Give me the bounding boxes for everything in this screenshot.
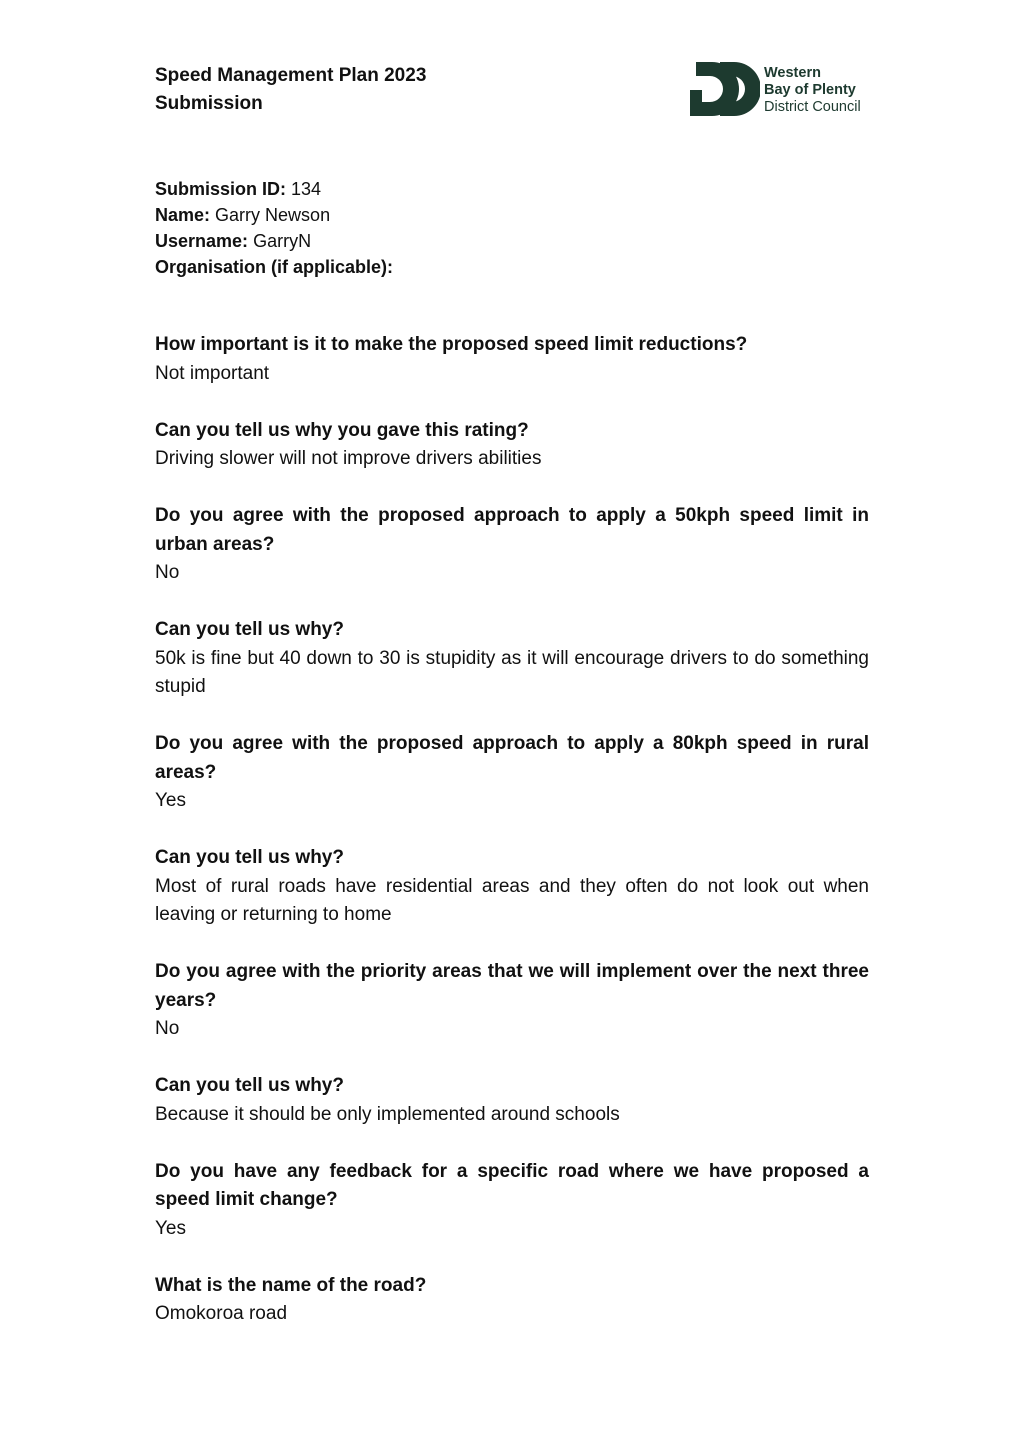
qa-item (155, 958, 869, 1044)
logo-line3: District Council (764, 99, 861, 115)
question: Do you agree with the priority areas that we will implement over the next three years? (155, 961, 869, 1011)
username-value: GarryN (253, 231, 312, 251)
question: Can you tell us why? (155, 619, 344, 640)
council-logo (690, 60, 880, 120)
questions-list (155, 331, 869, 1357)
submission-id-value: 134 (291, 179, 322, 199)
question: What is the name of the road? (155, 1274, 427, 1296)
name-label: Name: (155, 205, 211, 225)
question: Do you agree with the proposed approach to apply a 80kph speed in rural areas? (155, 733, 869, 783)
name-row (155, 202, 393, 228)
council-logo-text (764, 65, 861, 116)
answer: Because it should be only implemented around schools (155, 1103, 620, 1125)
organisation-row (155, 254, 393, 280)
document-title-line1: Speed Management Plan 2023 (155, 65, 427, 86)
qa-item (155, 730, 869, 816)
answer: Not important (155, 362, 270, 384)
qa-item (155, 1272, 869, 1329)
organisation-label: Organisation (if applicable): (155, 257, 394, 277)
document-title-line2: Submission (155, 93, 263, 114)
answer: Omokoroa road (155, 1303, 288, 1324)
qa-item (155, 1158, 869, 1244)
submission-id-label: Submission ID: (155, 179, 287, 199)
username-label: Username: (155, 231, 249, 251)
question: Can you tell us why? (155, 1075, 344, 1096)
qa-item (155, 417, 869, 474)
question: Do you have any feedback for a specific road where we have proposed a speed limit change? (155, 1160, 869, 1210)
submission-details (155, 176, 393, 280)
answer: Yes (155, 790, 186, 811)
answer: No (155, 1018, 180, 1039)
username-row (155, 228, 393, 254)
document-title (155, 62, 426, 118)
question: Do you agree with the proposed approach to apply a 50kph speed limit in urban areas? (155, 505, 869, 555)
logo-line1: Western (764, 65, 821, 81)
qa-item (155, 331, 869, 388)
answer: Yes (155, 1217, 186, 1239)
council-logo-icon (690, 60, 760, 118)
qa-item (155, 1072, 869, 1129)
logo-line2: Bay of Plenty (764, 82, 856, 98)
submission-id-row (155, 176, 393, 202)
question: Can you tell us why? (155, 847, 344, 868)
qa-item (155, 844, 869, 930)
question: How important is it to make the proposed speed limit reductions? (155, 334, 748, 355)
name-value: Garry Newson (215, 205, 331, 225)
answer: 50k is fine but 40 down to 30 is stupidity as it will encourage drivers to do something stupid (155, 647, 869, 697)
answer: No (155, 562, 180, 583)
qa-item (155, 616, 869, 702)
answer: Driving slower will not improve drivers abilities (155, 448, 542, 469)
qa-item (155, 502, 869, 588)
answer: Most of rural roads have residential areas and they often do not look out when leaving or returning to home (155, 875, 869, 925)
question: Can you tell us why you gave this rating? (155, 419, 529, 441)
